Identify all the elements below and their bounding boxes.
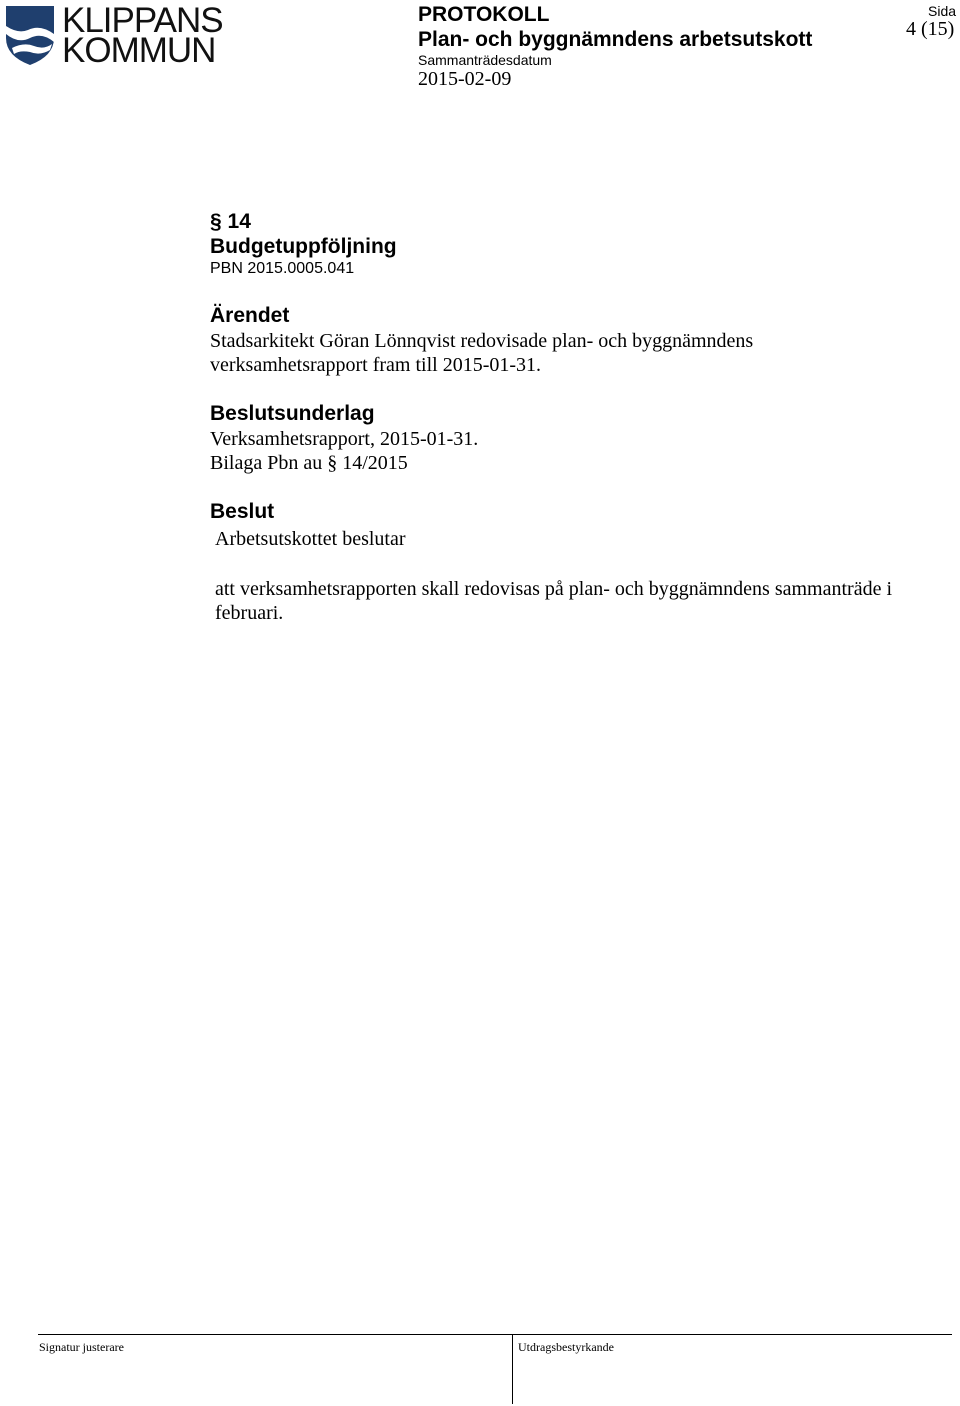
paragraph-number: § 14	[210, 210, 251, 233]
municipality-logo	[4, 1, 223, 70]
meeting-date-label: Sammanträdesdatum	[418, 52, 552, 68]
arendet-heading: Ärendet	[210, 304, 290, 327]
section-title: Budgetuppföljning	[210, 235, 397, 258]
extract-certification-label: Utdragsbestyrkande	[518, 1340, 614, 1354]
document-type: PROTOKOLL	[418, 3, 550, 26]
signature-field-label: Signatur justerare	[39, 1340, 124, 1354]
beslut-heading: Beslut	[210, 500, 275, 523]
arendet-text-line: Stadsarkitekt Göran Lönnqvist redovisade plan- och byggnämndens	[210, 330, 754, 352]
case-number: PBN 2015.0005.041	[210, 260, 355, 277]
footer-divider	[38, 1334, 952, 1335]
footer-column-divider	[512, 1334, 513, 1404]
committee-name: Plan- och byggnämndens arbetsutskott	[418, 28, 813, 51]
logo-text-line2: KOMMUN	[62, 31, 216, 70]
logo-emblem-icon	[4, 4, 56, 66]
beslut-intro: Arbetsutskottet beslutar	[215, 528, 406, 550]
page-number: 4 (15)	[906, 18, 955, 40]
meeting-date: 2015-02-09	[418, 68, 512, 90]
arendet-text-line: verksamhetsrapport fram till 2015-01-31.	[210, 354, 542, 376]
beslutsunderlag-heading: Beslutsunderlag	[210, 402, 375, 425]
beslut-text-line: att verksamhetsrapporten skall redovisas på plan- och byggnämndens sammanträde i	[215, 578, 893, 600]
beslut-text-line: februari.	[215, 602, 284, 624]
beslutsunderlag-text-line: Verksamhetsrapport, 2015-01-31.	[210, 428, 479, 450]
logo-text-line1: KLIPPANS	[62, 1, 223, 40]
beslutsunderlag-text-line: Bilaga Pbn au § 14/2015	[210, 452, 408, 474]
page-label: Sida	[928, 3, 957, 19]
